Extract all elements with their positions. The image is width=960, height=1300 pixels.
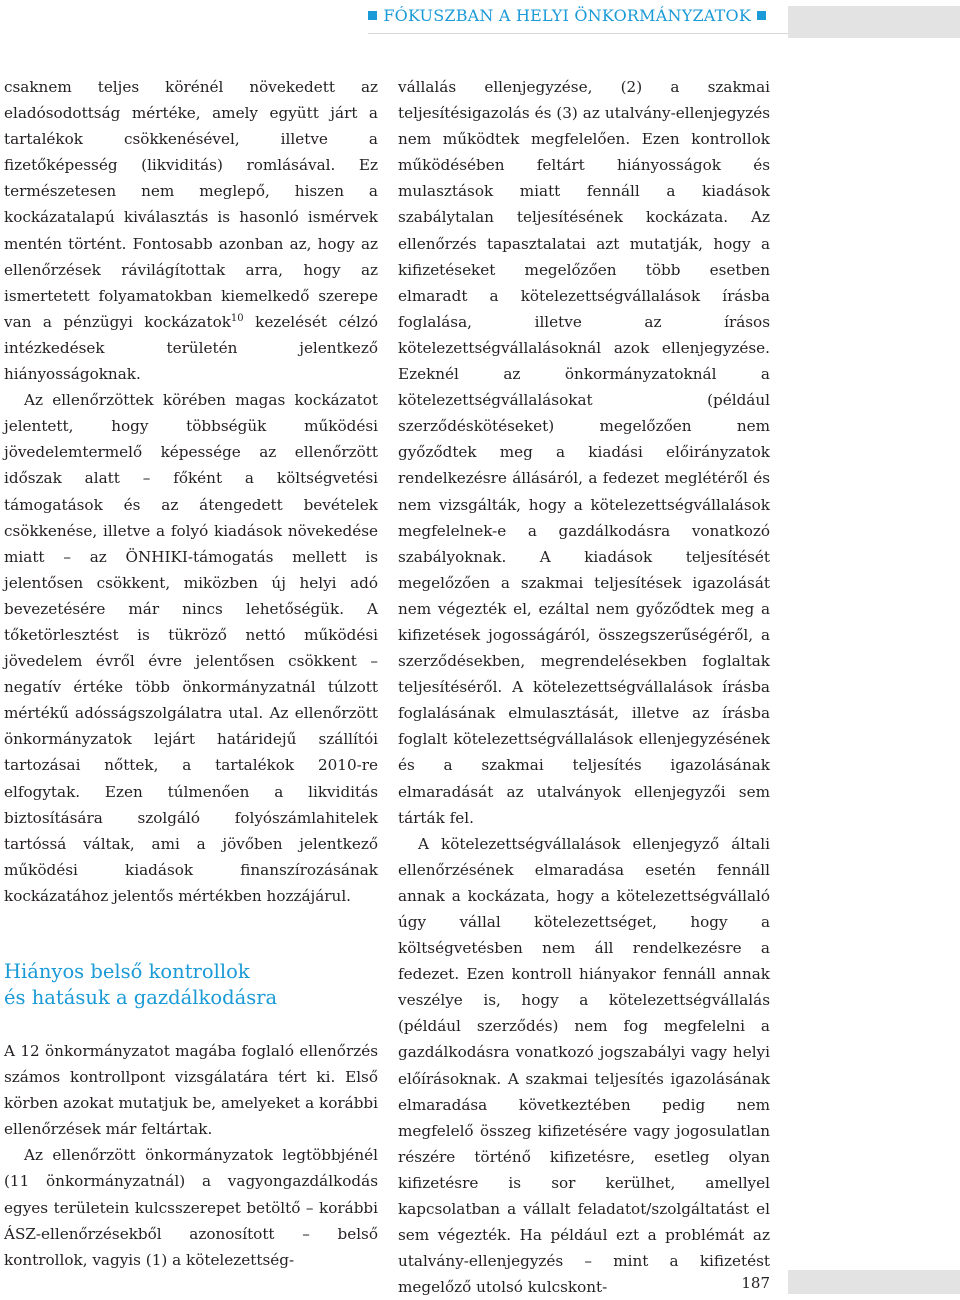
paragraph: Az ellenőrzöttek körében magas kockázatot jelentett, hogy többségük működési jövedelemtermelő képessége az ellenőrzött időszak alatt – főként a költségvetési támogatások és az átengedett bevételek csökkenése, illetve a folyó kiadások növekedése miatt – az ÖNHIKI-támogatás mellett is jelentősen csökkent, miközben új helyi adó bevezetésére már nincs lehetőségük. A tőketörlesztést is tükröző nettó működési jövedelem évről évre jelentősen csökkent – negatív értéke több önkormányzatnál túlzott mértékű adósságszolgálatra utal. Az ellenőrzött önkormányzatok lejárt határidejű szállítói tartozásai nőttek, a tartalékok 2010-re elfogytak. Ezen túlmenően a likviditás biztosítására szolgáló folyószámlahitelek tartóssá váltak, ami a jövőben jelentkező működési kiadások finanszírozásának kockázatához jelentős mértékben hozzájárul. bbox=[4, 391, 378, 905]
paragraph bbox=[4, 74, 378, 387]
paragraph: Az ellenőrzött önkormányzatok legtöbbjénél (11 önkormányzatnál) a vagyongazdálkodás egyes területein kulcsszerepet betöltő – korábbi ÁSZ-ellenőrzésekből azonosított – belső kontrollok, vagyis (1) a kötelezettség- bbox=[4, 1146, 378, 1269]
section-label bbox=[362, 6, 772, 25]
section-heading-line: és hatásuk a gazdálkodásra bbox=[4, 986, 278, 1009]
square-bullet-icon bbox=[757, 11, 766, 20]
paragraph-text: csaknem teljes körénél növekedett az eladósodottság mértéke, amely együtt járt a tartalékok csökkenésével, illetve a fizetőképesség (likviditás) romlásával. Ez természetesen nem meglepő, hiszen a kockázatalapú kiválasztás is hasonló ismérvek mentén történt. Fontosabb azonban az, hogy az ellenőrzések rávilágítottak arra, hogy az ismertetett folyamatokban kiemelkedő szerepe van a pénzügyi kockázatok bbox=[4, 78, 378, 331]
footer-gray-bar bbox=[788, 1270, 960, 1294]
header-gray-bar bbox=[788, 6, 960, 38]
header-rule bbox=[368, 33, 788, 34]
paragraph: vállalás ellenjegyzése, (2) a szakmai teljesítésigazolás és (3) az utalvány-ellenjegyzés nem működtek megfelelően. Ezen kontrollok működésében feltárt hiányosságok és mulasztások miatt fennáll a kiadások szabálytalan teljesítésének kockázata. Az ellenőrzés tapasztalatai azt mutatják, hogy a kifizetéseket megelőzően több esetben elmaradt a kötelezettségvállalások írásba foglalása, illetve az írásos kötelezettségvállalásoknál azok ellenjegyzése. Ezeknél az önkormányzatoknál a kötelezettségvállalásokat (például szerződéskötéseket) megelőzően nem győződtek meg a kiadási előirányzatok rendelkezésre állásáról, a fedezet meglétéről és nem vizsgálták, hogy a kötelezettségvállalások megfelelnek-e a gazdálkodásra vonatkozó szabályoknak. A kiadások teljesítését megelőzően a szakmai teljesítések igazolását nem végezték el, ezáltal nem győződtek meg a kifizetések jogosságáról, összegszerűségéről, a szerződésekben, megrendelésekben foglaltak teljesítéséről. A kötelezettségvállalások írásba foglalásának elmulasztását, illetve az írásba foglalt kötelezettségvállalások ellenjegyzésének és a szakmai teljesítés igazolásának elmaradását az utalványok ellenjegyzői sem tárták fel. bbox=[398, 78, 770, 827]
paragraph: A kötelezettségvállalások ellenjegyző általi ellenőrzésének elmaradása esetén fennáll annak a kockázata, hogy a kötelezettségvállaló úgy vállal kötelezettséget, hogy a költségvetésben nem áll rendelkezésre a fedezet. Ezen kontroll hiányakor fennáll annak veszélye is, hogy a kötelezettségvállalás (például szerződés) nem fog megfelelni a gazdálkodásra vonatkozó jogszabályi vagy helyi előírásoknak. A szakmai teljesítés igazolásának elmaradása következtében pedig nem megfelelő összeg kifizetésére vagy jogosulatlan részére történő kifizetésre, esetleg olyan kifizetésre is sor kerülhet, amellyel kapcsolatban a vállalt feladatot/szolgáltatást el sem végezték. Ha például ezt a problémát az utalvány-ellenjegyzés – mint a kifizetést megelőző utolsó kulcskont- bbox=[398, 834, 770, 1297]
paragraph: A 12 önkormányzatot magába foglaló ellenőrzés számos kontrollpont vizsgálatára tért ki. Első körben azokat mutatjuk be, amelyeket a korábbi ellenőrzések már feltártak. bbox=[4, 1042, 378, 1139]
section-label-text: FÓKUSZBAN A HELYI ÖNKORMÁNYZATOK bbox=[383, 6, 751, 25]
left-column bbox=[4, 74, 378, 1273]
running-header bbox=[0, 6, 960, 28]
square-bullet-icon bbox=[368, 11, 377, 20]
right-column bbox=[398, 74, 770, 1300]
paragraph-text: kezelését célzó intézkedések területén jelentkező hiányosságoknak. bbox=[4, 312, 378, 384]
section-heading bbox=[4, 959, 378, 1011]
page-number: 187 bbox=[741, 1274, 770, 1292]
section-heading-line: Hiányos belső kontrollok bbox=[4, 960, 250, 983]
footnote-ref: 10 bbox=[230, 312, 244, 324]
